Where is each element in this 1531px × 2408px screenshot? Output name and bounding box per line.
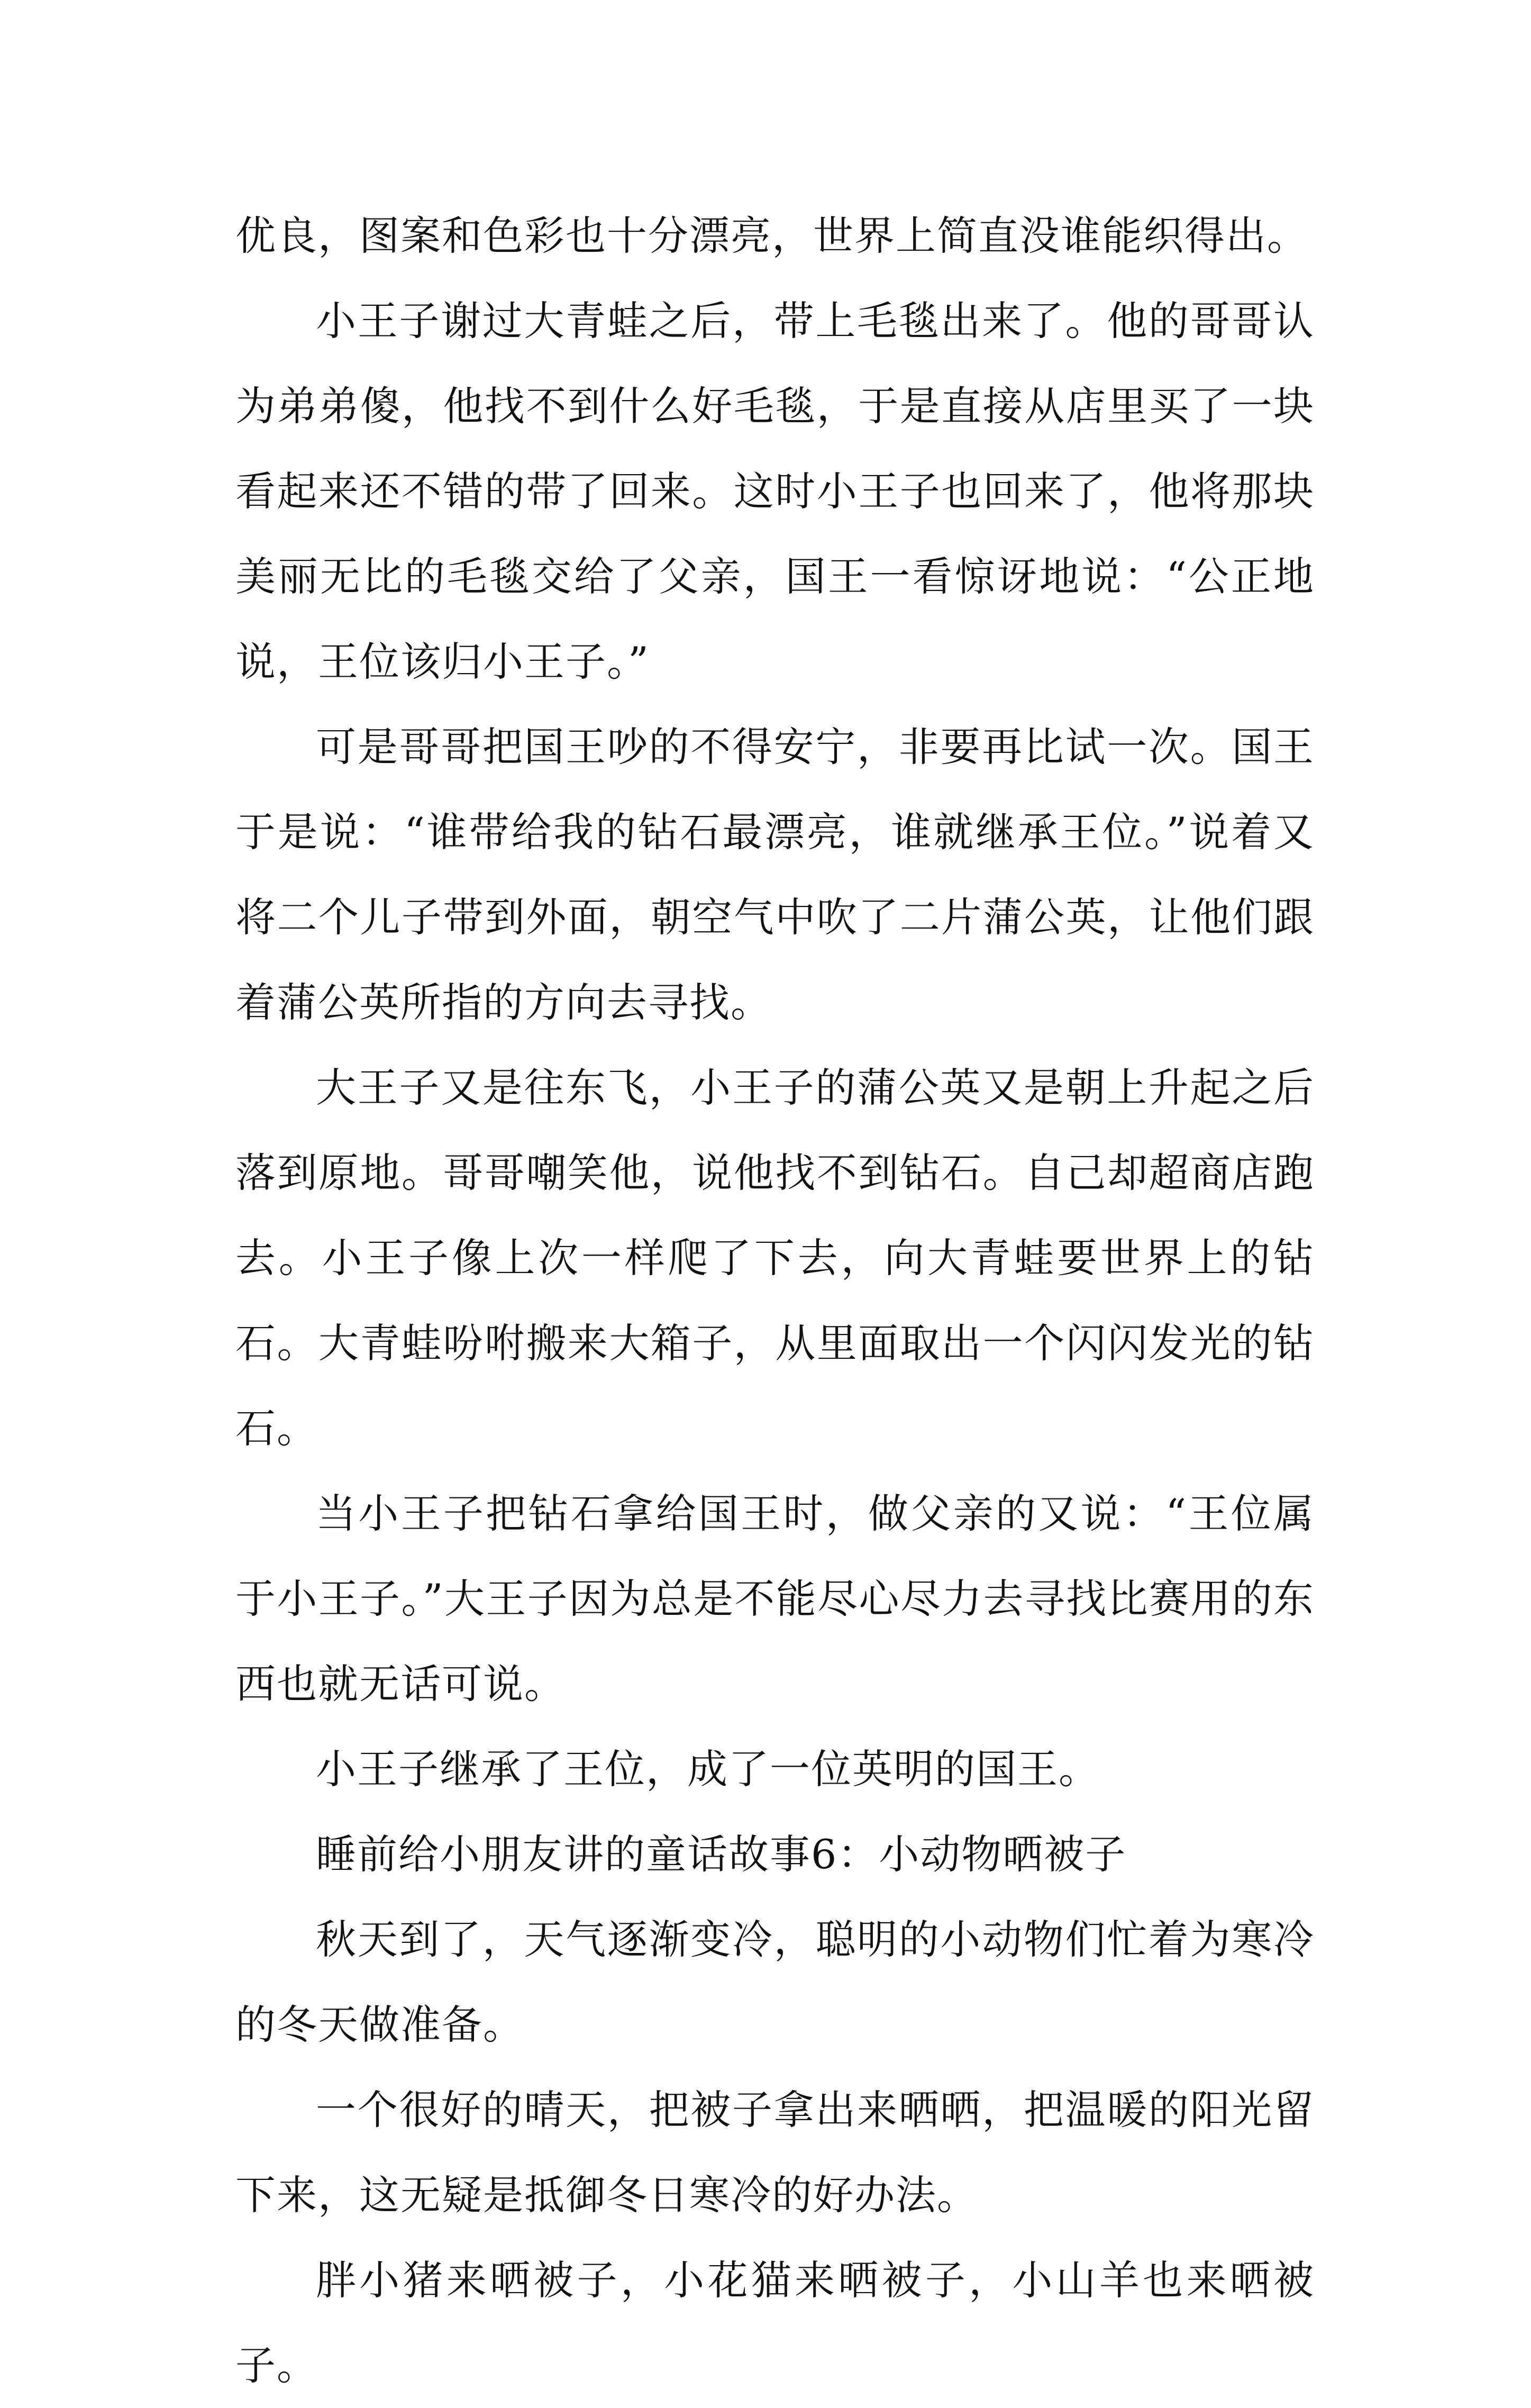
paragraph-7: 秋天到了，天气逐渐变冷，聪明的小动物们忙着为寒冷的冬天做准备。 [235,1916,1315,2048]
story-heading: 睡前给小朋友讲的童话故事6：小动物晒被子 [316,1831,1127,1878]
paragraph-6: 小王子继承了王位，成了一位英明的国王。 [316,1746,1100,1793]
paragraph-5: 当小王子把钻石拿给国王时，做父亲的又说：“王位属于小王子。”大王子因为总是不能尽心尽力去寻找比赛用的东西也就无话可说。 [235,1490,1315,1707]
paragraph-3: 可是哥哥把国王吵的不得安宁，非要再比试一次。国王于是说：“谁带给我的钻石最漂亮，谁就继承王位。”说着又将二个儿子带到外面，朝空气中吹了二片蒲公英，让他们跟着蒲公英所指的方向去寻找。 [235,723,1315,1026]
paragraph-2: 小王子谢过大青蛙之后，带上毛毯出来了。他的哥哥认为弟弟傻，他找不到什么好毛毯，于是直接从店里买了一块看起来还不错的带了回来。这时小王子也回来了，他将那块美丽无比的毛毯交给了父亲，国王一看惊讶地说：“公正地说，王位该归小王子。” [235,297,1315,685]
paragraph-4: 大王子又是往东飞，小王子的蒲公英又是朝上升起之后落到原地。哥哥嘲笑他，说他找不到钻石。自己却超商店跑去。小王子像上次一样爬了下去，向大青蛙要世界上的钻石。大青蛙吩咐搬来大箱子，从里面取出一个闪闪发光的钻石。 [235,1064,1315,1452]
body-text [235,193,1315,2408]
paragraph-1: 优良，图案和色彩也十分漂亮，世界上简直没谁能织得出。 [235,212,1308,259]
paragraph-8: 一个很好的晴天，把被子拿出来晒晒，把温暖的阳光留下来，这无疑是抵御冬日寒冷的好办法。 [235,2086,1315,2219]
paragraph-9: 胖小猪来晒被子，小花猫来晒被子，小山羊也来晒被子。 [235,2257,1315,2389]
